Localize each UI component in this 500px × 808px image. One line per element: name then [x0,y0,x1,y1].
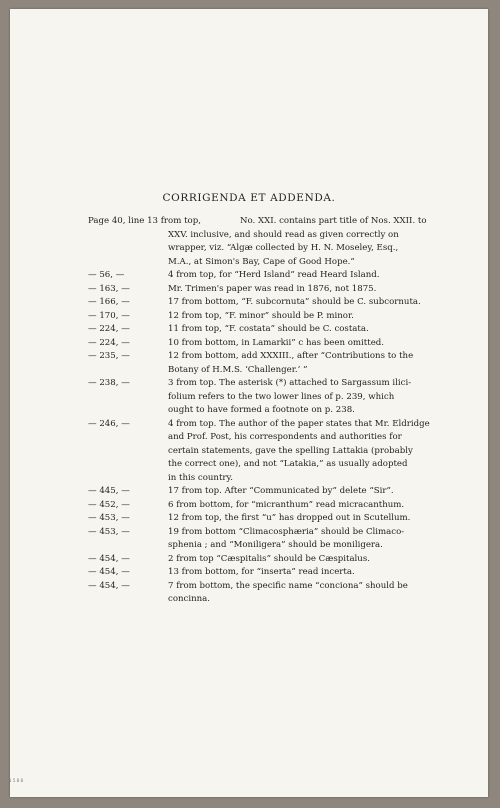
errata-line: 12 from top, “F. minor” should be P. minor. [168,310,354,321]
errata-text [168,269,418,283]
errata-entry [88,566,418,580]
errata-line: Mr. Trimen's paper was read in 1876, not 1875. [168,283,377,294]
errata-line: 12 from bottom, add XXXIII., after “Contributions to the [168,351,414,361]
errata-reference: — 238, — [88,378,130,388]
errata-reference: — 166, — [88,297,130,307]
errata-entry [88,296,421,310]
errata-entry [88,215,427,269]
errata-text [168,377,418,418]
errata-line: and Prof. Post, his correspondents and authorities for [168,432,402,442]
errata-line: certain statements, gave the spelling Lattakia (probably [168,445,413,456]
errata-line: 17 from top. After “Communicated by” delete “Sir”. [168,486,394,496]
errata-text [168,580,418,607]
errata-entry [88,350,418,377]
errata-text [168,283,418,297]
errata-text [168,512,418,526]
errata-text [168,310,418,324]
errata-line: the correct one), and not “Latakia,” as usually adopted [168,459,408,469]
errata-entry [88,337,418,351]
errata-text [168,526,418,553]
errata-entry [88,499,418,513]
errata-text [168,337,418,351]
errata-line: 4 from top. The author of the paper states that Mr. Eldridge [168,418,430,429]
errata-line: 4 from top, for “Herd Island” read Heard Island. [168,270,380,280]
errata-line: 13 from bottom, for “inserta” read incerta. [168,567,355,577]
errata-line: 7 from bottom, the specific name “conciona” should be [168,580,408,591]
errata-reference: — 454, — [88,567,130,577]
errata-reference: — 445, — [88,486,130,496]
errata-reference: — 224, — [88,337,130,348]
errata-line: concinna. [168,594,211,604]
errata-line: 12 from top, the first “u” has dropped out in Scutellum. [168,513,411,523]
errata-line: No. XXI. contains part title of Nos. XXII. to [240,216,427,226]
errata-entry [88,580,418,607]
errata-entry [88,512,418,526]
errata-line: 11 from top, “F. costata” should be C. costata. [168,324,369,334]
errata-entry [88,553,418,567]
errata-entry [88,310,418,324]
errata-text [168,499,418,513]
errata-reference: — 163, — [88,283,130,294]
errata-line: 10 from bottom, in Lamarkii” c has been omitted. [168,337,385,348]
errata-entry [88,377,418,418]
errata-entry [88,418,430,486]
errata-line: Botany of H.M.S. ‘Challenger.’ ” [168,364,308,375]
errata-line: wrapper, viz. “Algæ collected by H. N. Moseley, Esq., [168,243,399,253]
errata-text [168,553,418,567]
errata-reference: — 453, — [88,513,130,523]
errata-text [168,350,418,377]
errata-text [168,418,430,486]
errata-text [168,485,418,499]
errata-entry [88,283,418,297]
document-page [10,9,488,797]
errata-line: 3 from top. The asterisk (*) attached to Sargassum ilici- [168,378,412,388]
errata-entry [88,269,418,283]
errata-reference: — 453, — [88,526,130,537]
errata-reference: — 454, — [88,580,130,591]
page-heading: CORRIGENDA ET ADDENDA. [162,192,336,204]
errata-line: 19 from bottom “Climacosphæria” should be Climaco- [168,526,405,537]
errata-line: ought to have formed a footnote on p. 238. [168,405,355,415]
errata-reference: — 56, — [88,270,125,280]
errata-text [168,566,418,580]
errata-line: 6 from bottom, for “micranthum” read micracanthum. [168,499,405,510]
footer-mark: 1 5 8 8 [9,778,23,783]
errata-reference: — 454, — [88,553,130,564]
errata-reference: — 224, — [88,324,130,334]
errata-line: M.A., at Simon's Bay, Cape of Good Hope.” [168,256,355,267]
errata-line: folium refers to the two lower lines of p. 239, which [168,391,395,402]
errata-line: 2 from top “Cæspitalis” should be Cæspitalus. [168,553,370,564]
errata-line: XXV. inclusive, and should read as given correctly on [168,229,399,240]
errata-text [168,296,421,310]
errata-reference: — 452, — [88,499,130,510]
errata-text [168,215,427,269]
errata-reference: Page 40, line 13 from top, [88,216,201,226]
errata-line: in this country. [168,472,233,483]
errata-reference: — 246, — [88,418,130,429]
errata-entry [88,485,418,499]
errata-reference: — 235, — [88,351,130,361]
errata-entry [88,526,418,553]
errata-list [88,215,430,607]
errata-line: 17 from bottom, “F. subcornuta” should be C. subcornuta. [168,297,421,307]
errata-reference: — 170, — [88,310,130,321]
errata-entry [88,323,418,337]
errata-line: sphenia ; and “Moniligera” should be moniligera. [168,540,383,550]
errata-text [168,323,418,337]
